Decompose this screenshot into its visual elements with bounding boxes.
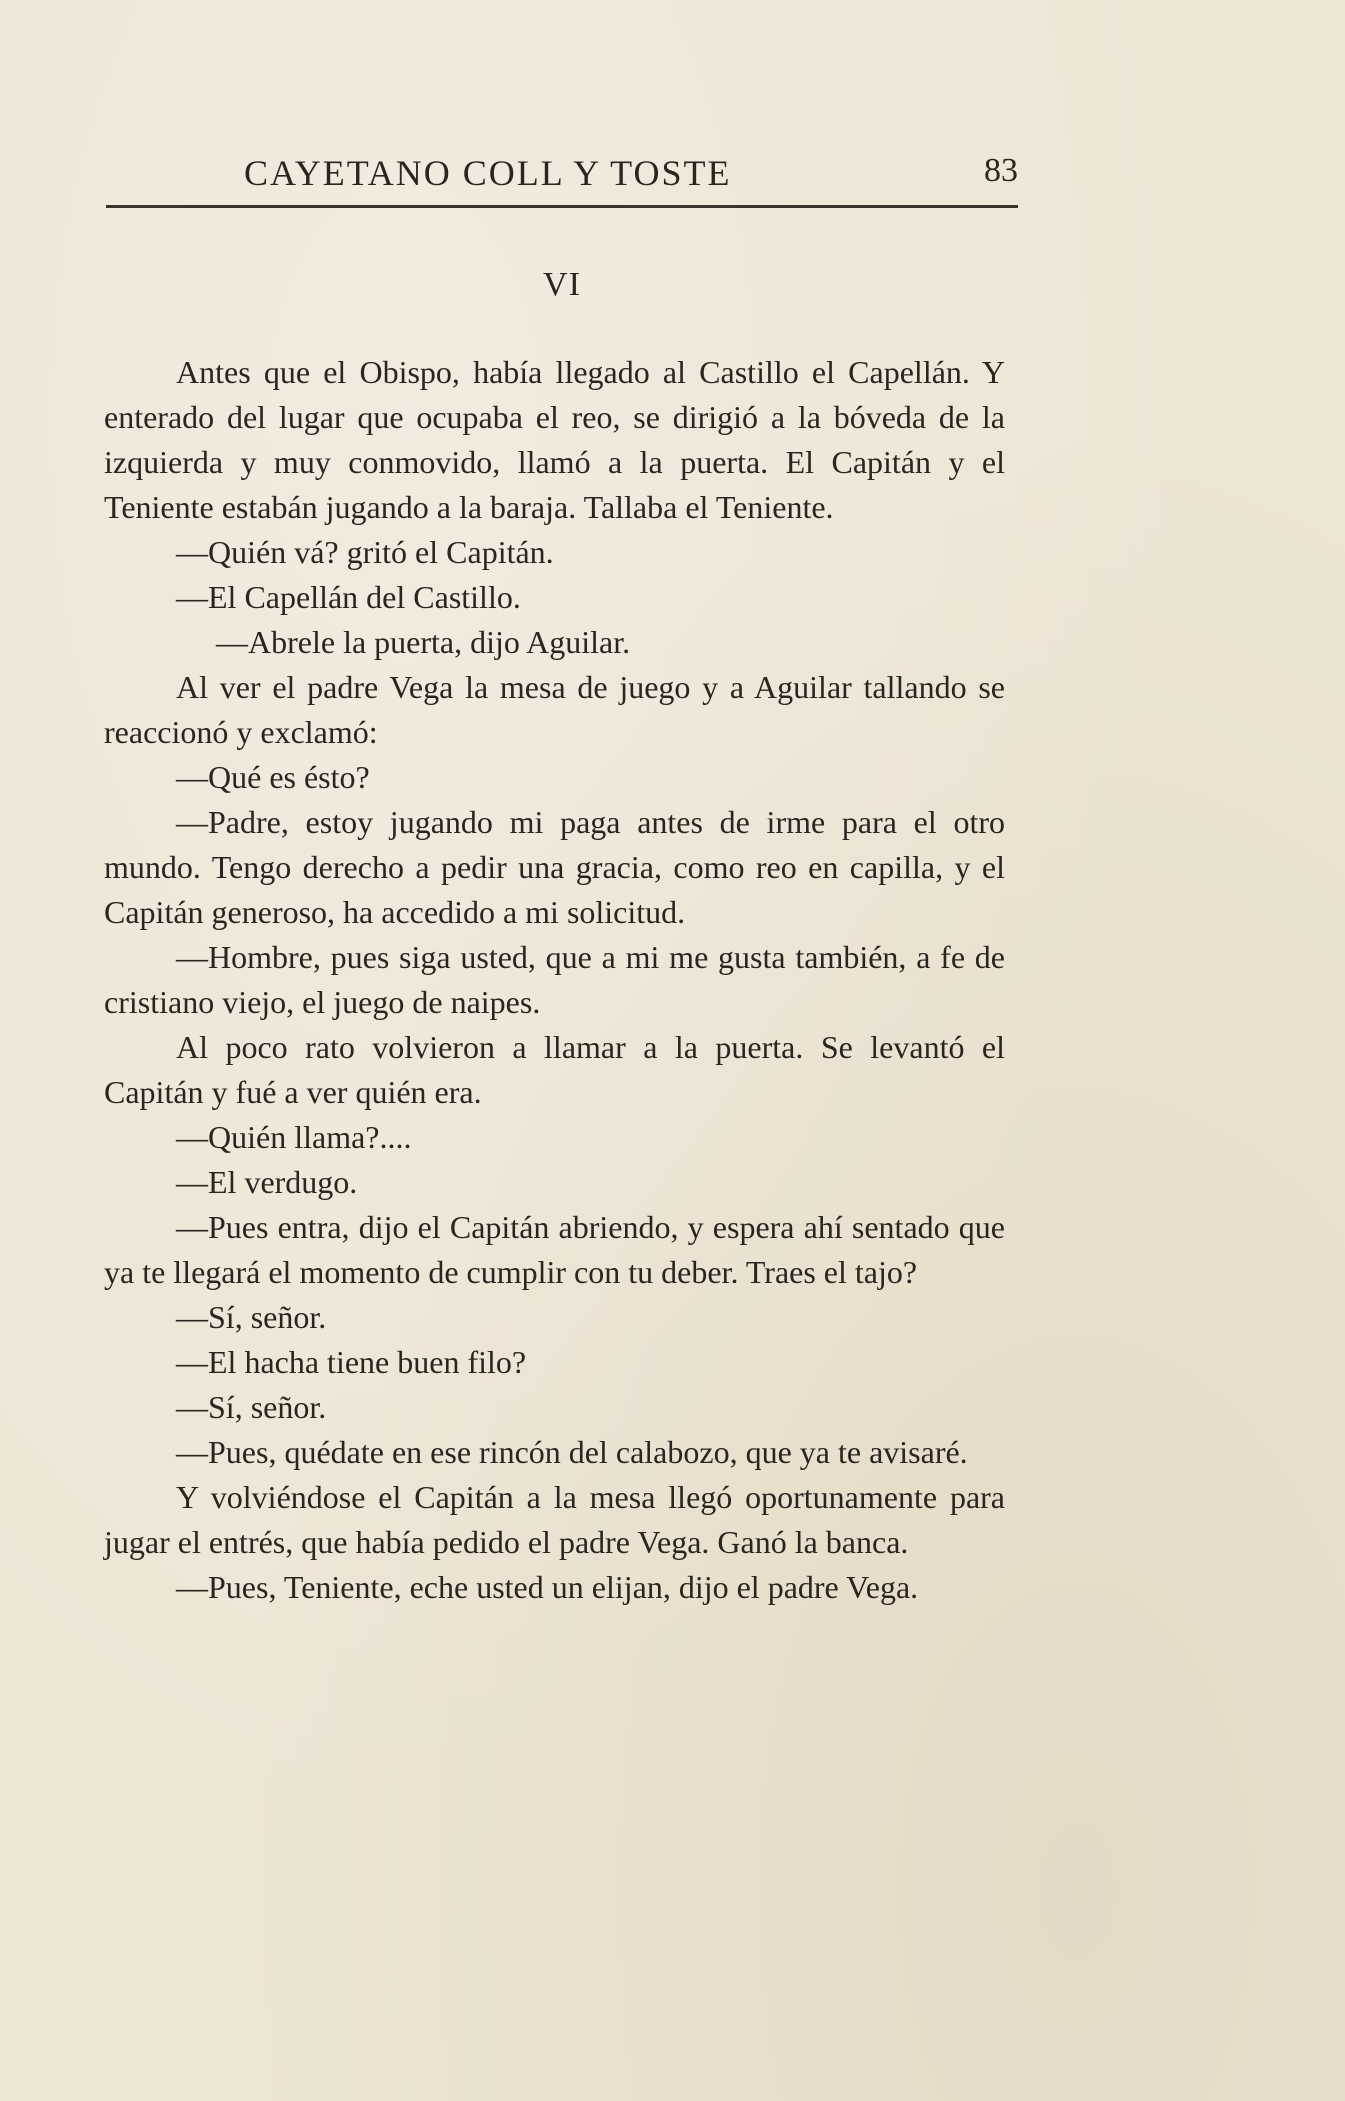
paragraph: Y volviéndose el Capitán a la mesa llegó oportunamente para jugar el entrés, que había pedido el padre Vega. Ganó la banca. (104, 1479, 1005, 1560)
paragraph: —El Capellán del Castillo. (176, 579, 521, 615)
body-text (104, 350, 1005, 1610)
paragraph: —Hombre, pues siga usted, que a mi me gusta también, a fe de cristiano viejo, el juego de naipes. (104, 939, 1005, 1020)
paragraph: —Padre, estoy jugando mi paga antes de irme para el otro mundo. Tengo derecho a pedir una gracia, como reo en capilla, y el Capitán generoso, ha accedido a mi solicitud. (104, 804, 1005, 930)
paragraph: —El hacha tiene buen filo? (176, 1344, 527, 1380)
paragraph: —Qué es ésto? (176, 759, 370, 795)
chapter-heading: VI (543, 266, 581, 303)
paragraph: —Quién llama?.... (176, 1119, 412, 1155)
page-number: 83 (984, 152, 1018, 189)
paragraph: —Pues entra, dijo el Capitán abriendo, y espera ahí sentado que ya te llegará el momento de cumplir con tu deber. Traes el tajo? (104, 1209, 1005, 1290)
paragraph: —Sí, señor. (176, 1299, 327, 1335)
paragraph: Al poco rato volvieron a llamar a la puerta. Se levantó el Capitán y fué a ver quién era. (104, 1029, 1005, 1110)
paragraph: —Abrele la puerta, dijo Aguilar. (216, 624, 631, 660)
paragraph: —Pues, Teniente, eche usted un elijan, dijo el padre Vega. (176, 1569, 919, 1605)
paragraph: —Sí, señor. (176, 1389, 327, 1425)
page-header (106, 152, 1018, 212)
running-head: CAYETANO COLL Y TOSTE (244, 153, 732, 193)
paragraph: Al ver el padre Vega la mesa de juego y a Aguilar tallando se reaccionó y exclamó: (104, 669, 1005, 750)
paragraph: —El verdugo. (176, 1164, 358, 1200)
header-rule (106, 205, 1018, 208)
paragraph: —Pues, quédate en ese rincón del calabozo, que ya te avisaré. (176, 1434, 968, 1470)
paragraph: —Quién vá? gritó el Capitán. (176, 534, 554, 570)
paragraph: Antes que el Obispo, había llegado al Castillo el Capellán. Y enterado del lugar que ocupaba el reo, se dirigió a la bóveda de la izquierda y muy conmovido, llamó a la puerta. El Capitán y el Teniente estabán jugando a la baraja. Tallaba el Teniente. (104, 354, 1005, 525)
